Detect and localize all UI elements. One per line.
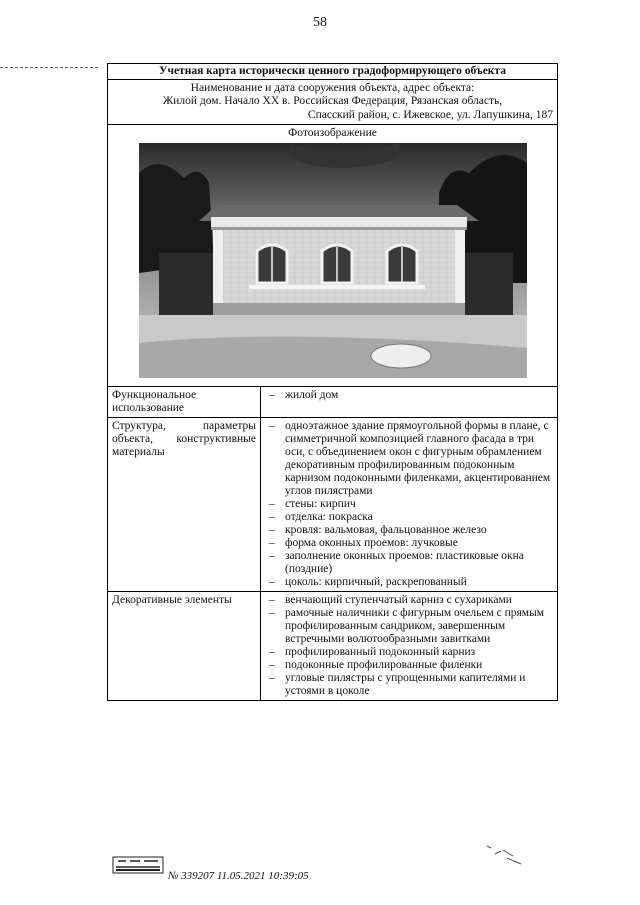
dash-marker: –: [269, 659, 275, 671]
dash-marker: –: [269, 524, 275, 536]
list-item-text: кровля: вальмовая, фальцованное железо: [285, 524, 487, 536]
dash-marker: –: [269, 646, 275, 658]
list-item: [269, 389, 551, 402]
decor-values: [261, 592, 557, 700]
registry-stamp-icon: [112, 855, 164, 875]
dash-marker: –: [269, 550, 275, 562]
list-item-text: отделка: покраска: [285, 511, 373, 523]
structure-label: Структура, параметры объекта, конструктивные материалы: [108, 418, 261, 591]
list-item: [269, 607, 551, 646]
list-item: [269, 659, 551, 672]
dash-marker: –: [269, 420, 275, 432]
dash-marker: –: [269, 511, 275, 523]
dash-marker: –: [269, 607, 275, 619]
house-photo: [139, 143, 527, 378]
list-item-text: венчающий ступенчатый карниз с сухариками: [285, 594, 512, 606]
dash-marker: –: [269, 389, 275, 401]
list-item: [269, 646, 551, 659]
list-item: [269, 576, 551, 589]
list-item: [269, 594, 551, 607]
list-item-text: цоколь: кирпичный, раскрепованный: [285, 576, 467, 588]
list-item: [269, 524, 551, 537]
list-item-text: одноэтажное здание прямоугольной формы в плане, с симметричной композицией главного фасада в три оси, с объединением окон с фигурным обрамлением декоративным профилированным подоконным карнизом подоконными филенками, акцентированием углов пилястрами: [285, 420, 551, 497]
dash-marker: –: [269, 537, 275, 549]
list-item: [269, 672, 551, 698]
function-label: Функциональное использование: [108, 387, 261, 417]
object-header-label: Наименование и дата сооружения объекта, адрес объекта:: [190, 82, 475, 94]
list-item-text: жилой дом: [285, 389, 339, 401]
list-item-text: угловые пилястры с упрощенными капителями и устоями в цоколе: [285, 672, 526, 697]
list-item: [269, 511, 551, 524]
scan-mark-icon: [485, 842, 525, 867]
object-description: Жилой дом. Начало XX в. Российская Федерация, Рязанская область,: [162, 95, 503, 107]
list-item: [269, 420, 551, 498]
dash-marker: –: [269, 672, 275, 684]
photo-caption: Фотоизображение: [288, 127, 377, 139]
decor-row: [108, 592, 557, 700]
photo-section: [108, 125, 557, 387]
dash-marker: –: [269, 594, 275, 606]
list-item: [269, 498, 551, 511]
margin-rule: [0, 67, 98, 68]
list-item: [269, 537, 551, 550]
object-header: [108, 80, 557, 125]
list-item-text: подоконные профилированные филенки: [285, 659, 483, 671]
dash-marker: –: [269, 498, 275, 510]
structure-values: [261, 418, 557, 591]
list-item-text: заполнение оконных проемов: пластиковые окна (поздние): [285, 550, 524, 575]
card-title: Учетная карта исторически ценного градоформирующего объекта: [108, 64, 557, 80]
function-values: [261, 387, 557, 417]
decor-label: Декоративные элементы: [108, 592, 261, 700]
list-item-text: форма оконных проемов: лучковые: [285, 537, 458, 549]
record-card: [107, 63, 558, 701]
dash-marker: –: [269, 576, 275, 588]
list-item: [269, 550, 551, 576]
document-number: № 339207 11.05.2021 10:39:05: [168, 870, 309, 882]
structure-row: [108, 418, 557, 592]
list-item-text: стены: кирпич: [285, 498, 356, 510]
list-item-text: профилированный подоконный карниз: [285, 646, 476, 658]
function-row: [108, 387, 557, 418]
object-address: Спасский район, с. Ижевское, ул. Лапушкина, 187: [307, 109, 553, 121]
page-number: 58: [313, 15, 327, 30]
list-item-text: рамочные наличники с фигурным очельем с прямым профилированным сандриком, завершенным встречными волютообразными завитками: [285, 607, 545, 645]
